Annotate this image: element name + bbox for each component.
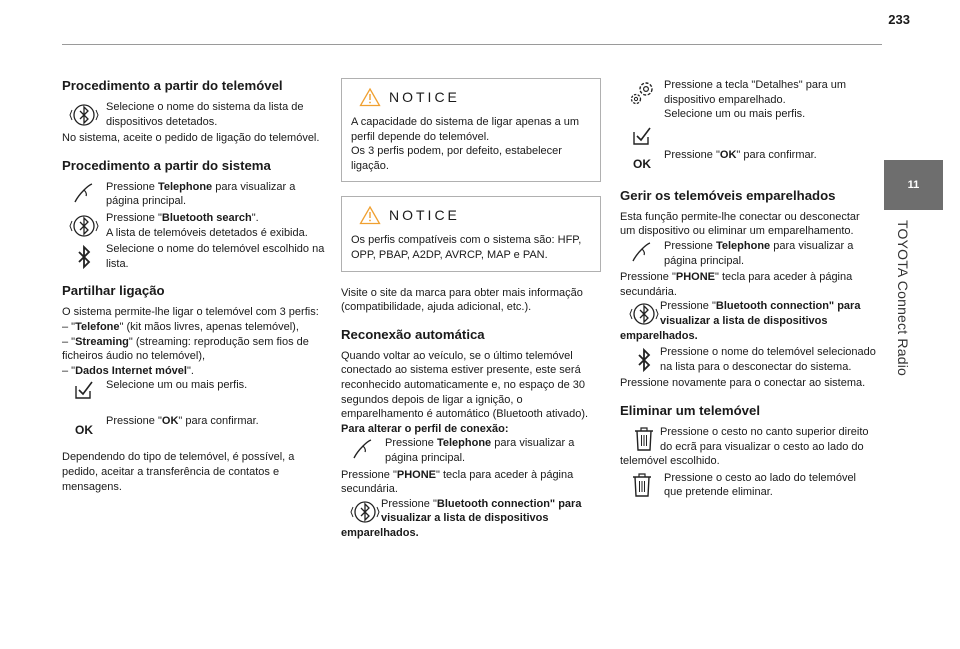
warning-icon (359, 87, 381, 107)
instruction-item (341, 497, 601, 541)
instruction-item (620, 471, 876, 500)
page-number: 233 (888, 12, 910, 27)
instruction-text: Pressione Telephone para visualizar a página principal. (664, 239, 854, 267)
section-title: Eliminar um telemóvel (620, 402, 760, 418)
trash-icon (626, 472, 658, 500)
instruction-item (620, 345, 876, 374)
instruction-text: Pressione "Bluetooth search". (106, 211, 259, 224)
list-item: – "Streaming" (streaming: reprodução sem fios de ficheiros áudio no telemóvel), (62, 335, 309, 363)
instruction-text: Pressione "OK" para confirmar. (106, 415, 259, 428)
instruction-text: A lista de telemóveis detetados é exibida. (106, 226, 308, 239)
instruction-text: Pressione Telephone para visualizar a página principal. (106, 180, 296, 208)
bluetooth-search-icon (347, 498, 383, 526)
instruction-text: Selecione um ou mais perfis. (106, 379, 248, 392)
chapter-title (895, 220, 915, 430)
notice-box (341, 78, 601, 182)
column-2 (341, 78, 601, 542)
notice-text: Os perfis compatíveis com o sistema são: HFP, OPP, PBAP, A2DP, AVRCP, MAP e PAN. (351, 234, 582, 261)
section-title: Procedimento a partir do telemóvel (62, 78, 283, 93)
instruction-item (62, 378, 326, 406)
notice-label: NOTICE (389, 88, 460, 105)
bluetooth-icon (68, 243, 100, 271)
instruction-text: Pressione o cesto no canto superior direito do ecrã para visualizar o cesto ao lado do telemóvel escolhido. (620, 425, 869, 468)
notice-label: NOTICE (389, 207, 460, 224)
instruction-text: Selecione um ou mais perfis. (664, 108, 806, 121)
instruction-text: Selecione o nome do telemóvel escolhido na lista. (106, 243, 325, 270)
column-1 (62, 78, 326, 494)
bluetooth-search-icon (68, 212, 100, 240)
instruction-item (620, 78, 876, 122)
notice-text: Os 3 perfis podem, por defeito, estabelecer ligação. (351, 145, 562, 172)
instruction-item (620, 425, 876, 469)
section-title: Reconexão automática (341, 326, 485, 342)
list-item: – "Dados Internet móvel". (62, 364, 194, 377)
instruction-item (62, 100, 326, 129)
instruction-item (62, 211, 326, 240)
instruction-text: Pressione o nome do telemóvel selecionado na lista para o desconectar do sistema. (660, 346, 876, 373)
chapter-tab: 11 (884, 160, 943, 210)
section-title: Gerir os telemóveis emparelhados (620, 187, 836, 203)
instruction-item (62, 180, 326, 209)
bluetooth-search-icon (68, 101, 100, 129)
instruction-item (620, 239, 876, 268)
finger-tap-icon (68, 181, 100, 209)
section-title: Partilhar ligação (62, 283, 165, 299)
ok-icon: OK (633, 156, 651, 171)
finger-tap-icon (347, 437, 379, 465)
notice-header (351, 87, 592, 107)
instruction-text: Pressione a tecla "Detalhes" para um dispositivo emparelhado. (664, 79, 847, 106)
instruction-item (620, 124, 876, 146)
sub-heading: Para alterar o perfil de conexão: (341, 422, 509, 435)
instruction-item (341, 436, 601, 465)
ok-icon: OK (75, 423, 93, 438)
checkbox-icon (68, 379, 100, 407)
instruction-item (620, 299, 876, 343)
bluetooth-search-icon (626, 300, 662, 328)
body-text: Esta função permite-lhe conectar ou desconectar um dispositivo ou eliminar um emparelhamento. (620, 210, 860, 238)
instruction-item (62, 242, 326, 271)
notice-box (341, 196, 601, 271)
body-text: O sistema permite-lhe ligar o telemóvel com 3 perfis: (62, 306, 319, 319)
warning-icon (359, 205, 381, 225)
body-text: Quando voltar ao veículo, se o último telemóvel conectado ao sistema estiver presente, este será reconhecido automaticamente e, no espaço de 30 segundos depois de ligar a ignição, o emparelhamento é automático (Bluetooth ativado). (341, 349, 589, 421)
notice-header (351, 205, 592, 225)
instruction-item (620, 148, 876, 178)
instruction-text: Pressione Telephone para visualizar a página principal. (385, 437, 575, 464)
list-item: – "Telefone" (kit mãos livres, apenas telemóvel), (62, 320, 299, 333)
instruction-text: Pressione "Bluetooth connection" para visualizar a lista de dispositivos emparelhados. (620, 300, 861, 342)
finger-tap-icon (626, 240, 658, 268)
instruction-text: Pressione o cesto ao lado do telemóvel que pretende eliminar. (664, 471, 857, 499)
body-text: No sistema, aceite o pedido de ligação do telemóvel. (62, 132, 320, 145)
instruction-item (62, 414, 326, 442)
notice-text: A capacidade do sistema de ligar apenas a um perfil depende do telemóvel. (351, 116, 580, 143)
top-rule (62, 44, 882, 45)
bluetooth-icon (626, 346, 662, 374)
body-text: Visite o site da marca para obter mais informação (compatibilidade, ajuda adicional, etc.). (341, 286, 583, 314)
trash-icon (626, 426, 662, 454)
body-text: Pressione "PHONE" tecla para aceder à página secundária. (620, 271, 853, 298)
instruction-text: Pressione "Bluetooth connection" para visualizar a lista de dispositivos emparelhados. (341, 497, 582, 539)
instruction-text: Selecione o nome do sistema da lista de dispositivos detetados. (106, 101, 304, 128)
section-title: Procedimento a partir do sistema (62, 157, 271, 173)
body-text: Pressione novamente para o conectar ao sistema. (620, 377, 866, 390)
body-text: Pressione "PHONE" tecla para aceder à página secundária. (341, 468, 574, 496)
column-3 (620, 78, 876, 502)
settings-gear-icon (626, 79, 658, 107)
chapter-title-text: TOYOTA Connect Radio (895, 220, 911, 376)
body-text: Dependendo do tipo de telemóvel, é possível, a pedido, aceitar a transferência de contatos e mensagens. (62, 451, 295, 493)
instruction-text: Pressione "OK" para confirmar. (664, 148, 817, 161)
